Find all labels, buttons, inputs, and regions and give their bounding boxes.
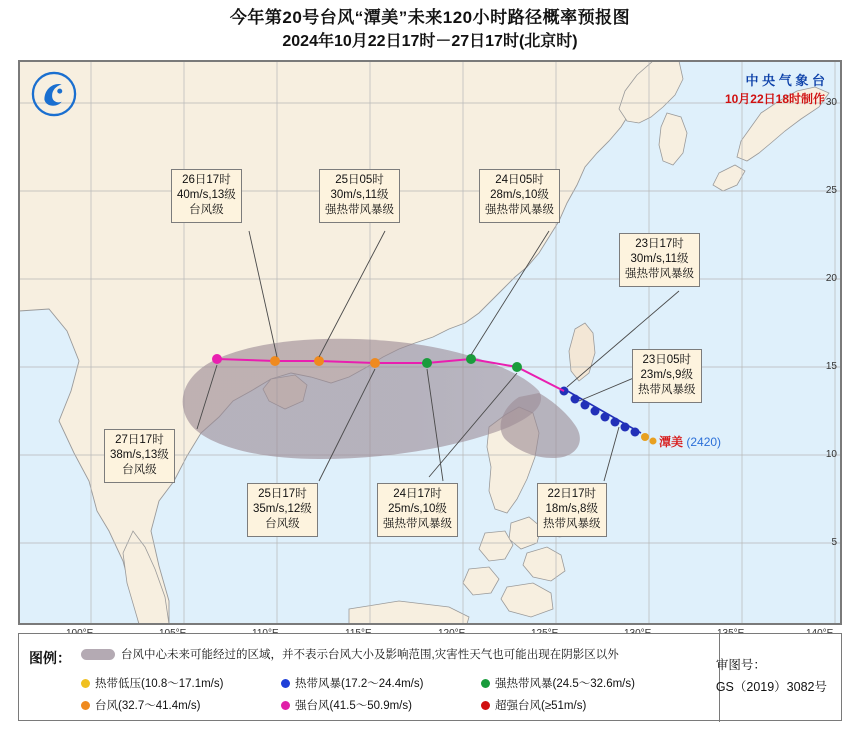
forecast-callout-24b[interactable]: [377, 483, 458, 537]
agency-stamp: [725, 71, 825, 109]
approval-block: [716, 654, 827, 698]
callout-wind: 25m/s,10级: [388, 503, 447, 515]
title-secondary: 2024年10月22日17时－27日17时(北京时): [282, 33, 578, 50]
forecast-callout-25b[interactable]: [247, 483, 318, 537]
legend-item-label: 热带低压(10.8～17.1m/s): [95, 678, 224, 690]
callout-time: 27日17时: [115, 434, 164, 446]
legend-item-severe-tropical-storm: [481, 672, 681, 694]
lat-label-30: 30: [825, 97, 837, 108]
callout-time: 25日17时: [258, 488, 307, 500]
callout-time: 24日05时: [495, 174, 544, 186]
callout-grade: 强热带风暴级: [383, 518, 452, 530]
forecast-callout-25a[interactable]: [319, 169, 400, 223]
lat-label-5: 5: [831, 537, 837, 548]
legend-item-label: 超强台风(≥51m/s): [495, 700, 587, 712]
legend-dot-icon: [481, 701, 490, 710]
storm-name-text: 潭美: [659, 435, 684, 449]
callout-time: 22日17时: [547, 488, 597, 500]
callout-grade: 强热带风暴级: [325, 204, 394, 216]
storm-number-text: (2420): [686, 435, 722, 449]
callout-grade: 强热带风暴级: [485, 204, 554, 216]
legend-item-label: 台风(32.7～41.4m/s): [95, 700, 201, 712]
page-title: [0, 6, 860, 54]
legend-items: [81, 672, 681, 716]
legend-title: 图例：: [29, 650, 71, 666]
forecast-callout-26[interactable]: [171, 169, 242, 223]
agency-issued-time: 10月22日18时制作: [724, 92, 825, 106]
callout-time: 26日17时: [182, 174, 231, 186]
legend-dot-icon: [281, 701, 290, 710]
legend-dot-icon: [81, 679, 90, 688]
callout-wind: 18m/s,8级: [545, 503, 598, 515]
lat-label-10: 10: [825, 449, 837, 460]
callout-time: 23日05时: [642, 354, 692, 366]
callout-wind: 23m/s,9级: [640, 369, 693, 381]
callout-wind: 40m/s,13级: [177, 189, 236, 201]
legend-item-label: 强台风(41.5～50.9m/s): [295, 700, 412, 712]
forecast-callout-23a[interactable]: [619, 233, 700, 287]
forecast-callout-27[interactable]: [104, 429, 175, 483]
callout-wind: 38m/s,13级: [110, 449, 169, 461]
storm-name-label: [659, 433, 721, 450]
shade-swatch-icon: [81, 649, 115, 660]
callout-time: 25日05时: [335, 174, 384, 186]
forecast-callout-23b[interactable]: [632, 349, 702, 403]
title-primary: 今年第20号台风“潭美”未来120小时路径概率预报图: [229, 8, 631, 27]
callout-wind: 30m/s,11级: [630, 253, 689, 265]
legend-dot-icon: [481, 679, 490, 688]
lat-label-25: 25: [825, 185, 837, 196]
approval-label: 审图号：: [715, 658, 766, 672]
legend-item-tropical-depression: [81, 672, 281, 694]
legend-panel: [18, 633, 842, 721]
callout-time: 23日17时: [635, 238, 684, 250]
lat-label-15: 15: [825, 361, 837, 372]
legend-item-tropical-storm: [281, 672, 481, 694]
legend-dot-icon: [81, 701, 90, 710]
callout-grade: 热带风暴级: [638, 384, 696, 396]
callout-grade: 台风级: [265, 518, 300, 530]
legend-item-label: 热带风暴(17.2～24.4m/s): [295, 678, 424, 690]
agency-name: 中 央 气 象 台: [745, 73, 825, 88]
legend-item-severe-typhoon: [281, 694, 481, 716]
legend-item-super-typhoon: [481, 694, 681, 716]
callout-grade: 强热带风暴级: [625, 268, 694, 280]
legend-item-typhoon: [81, 694, 281, 716]
callout-wind: 28m/s,10级: [490, 189, 549, 201]
approval-number: GS（2019）3082号: [715, 680, 827, 694]
map-graphics: [19, 61, 841, 624]
cma-logo-icon: [31, 71, 77, 117]
callout-grade: 台风级: [189, 204, 224, 216]
legend-dot-icon: [281, 679, 290, 688]
callout-wind: 30m/s,11级: [330, 189, 389, 201]
callout-grade: 台风级: [122, 464, 157, 476]
map-inner: [19, 61, 841, 624]
lat-label-20: 20: [825, 273, 837, 284]
callout-grade: 热带风暴级: [543, 518, 601, 530]
map-canvas[interactable]: [18, 60, 842, 625]
callout-wind: 35m/s,12级: [253, 503, 312, 515]
legend-shade-text: 台风中心未来可能经过的区域，并不表示台风大小及影响范围,灾害性天气也可能出现在阴影区以外: [121, 649, 619, 661]
legend-shade-row: [81, 646, 619, 662]
callout-time: 24日17时: [393, 488, 442, 500]
legend-item-label: 强热带风暴(24.5～32.6m/s): [495, 678, 635, 690]
forecast-callout-24a[interactable]: [479, 169, 560, 223]
forecast-callout-22[interactable]: [537, 483, 607, 537]
